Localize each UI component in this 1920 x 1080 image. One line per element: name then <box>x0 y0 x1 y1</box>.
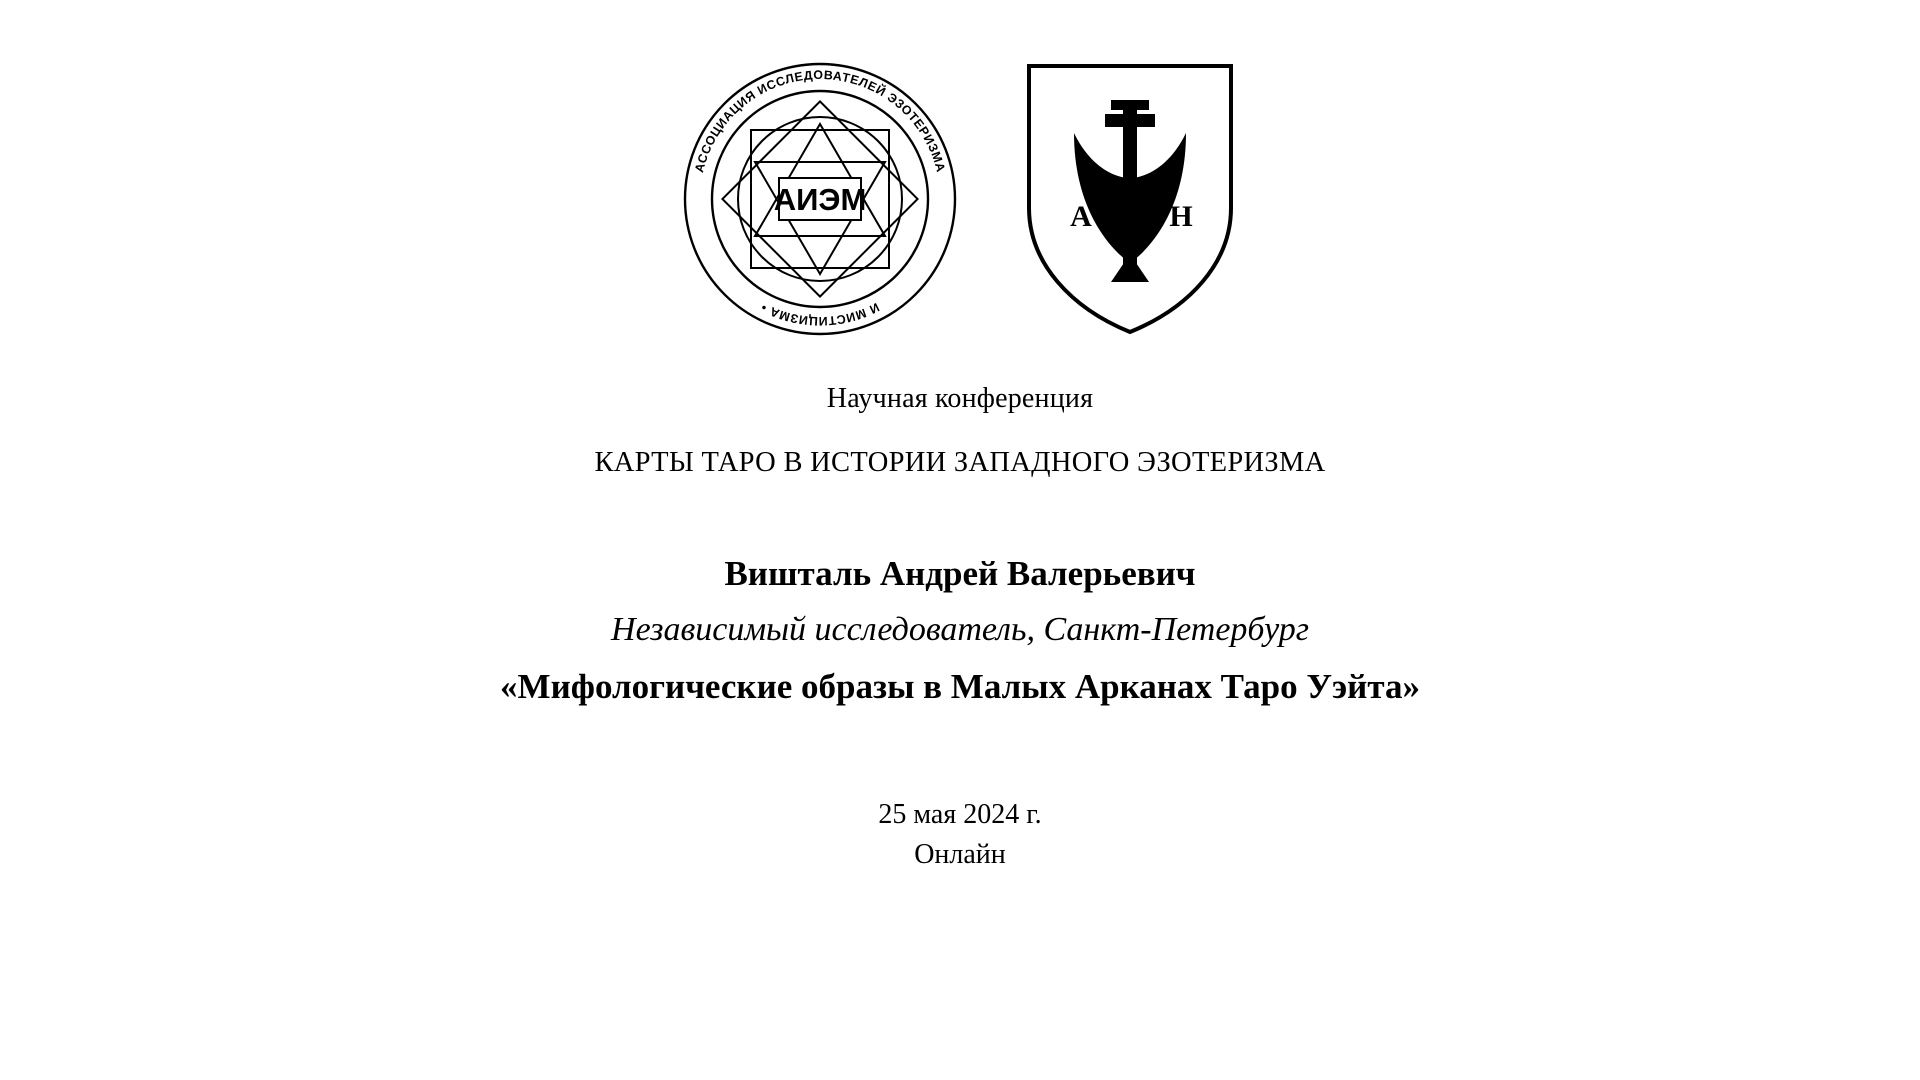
footer-block <box>0 797 1920 874</box>
speaker-affiliation: Независимый исследователь, Санкт-Петербург <box>611 610 1309 648</box>
svg-text:АИЭМ: АИЭМ <box>773 182 867 217</box>
event-format: Онлайн <box>914 839 1006 871</box>
logo-row <box>679 58 1241 330</box>
aiem-logo <box>679 58 961 340</box>
shield-logo <box>1019 58 1241 340</box>
svg-text:А: А <box>1070 200 1092 233</box>
conference-block <box>0 382 1920 480</box>
svg-text:Н: Н <box>1169 200 1193 233</box>
speaker-name: Вишталь Андрей Валерьевич <box>724 553 1196 593</box>
conference-kind: Научная конференция <box>826 383 1094 414</box>
conference-title: КАРТЫ ТАРО В ИСТОРИИ ЗАПАДНОГО ЭЗОТЕРИЗМА <box>594 446 1326 478</box>
event-date: 25 мая 2024 г. <box>878 798 1042 830</box>
talk-title: «Мифологические образы в Малых Арканах Таро Уэйта» <box>500 667 1420 707</box>
svg-text:И МИСТИЦИЗМА •: И МИСТИЦИЗМА • <box>758 299 882 329</box>
svg-text:АССОЦИАЦИЯ ИССЛЕДОВАТЕЛЕЙ ЭЗОТ: АССОЦИАЦИЯ ИССЛЕДОВАТЕЛЕЙ ЭЗОТЕРИЗМА <box>692 67 948 174</box>
speaker-block <box>0 552 1920 709</box>
